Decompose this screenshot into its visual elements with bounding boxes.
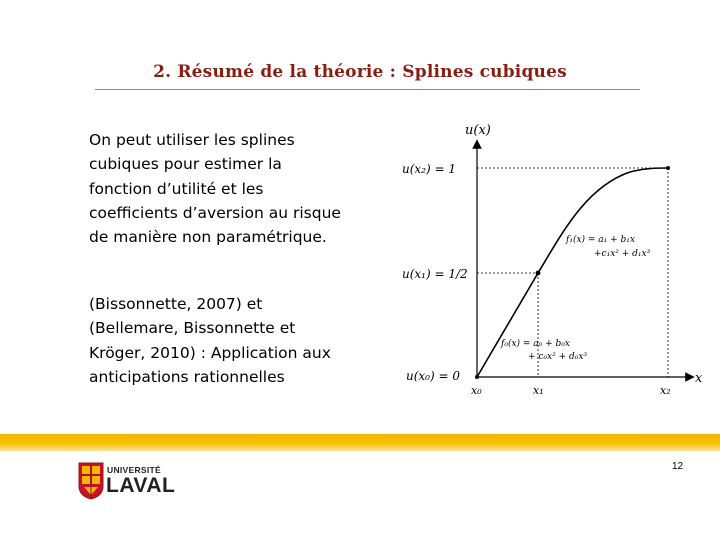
y-tick-bottom: u(x₀) = 0 <box>406 369 460 383</box>
y-axis-label: u(x) <box>465 123 491 138</box>
f0-formula-line2: + c₀x² + d₀x³ <box>528 352 588 362</box>
university-logo <box>78 462 188 502</box>
y-tick-top: u(x₂) = 1 <box>402 162 456 176</box>
slide-title: 2. Résumé de la théorie : Splines cubiques <box>153 62 567 82</box>
page-number: 12 <box>672 461 684 472</box>
knot-point-x0 <box>475 375 479 379</box>
y-tick-mid: u(x₁) = 1/2 <box>402 267 468 281</box>
paragraph-references: (Bissonnette, 2007) et (Bellemare, Bissonnette et Kröger, 2010) : Application aux anticipations rationnelles <box>89 295 331 386</box>
f0-formula-line1: f₀(x) = a₀ + b₀x <box>501 339 570 349</box>
f1-formula-line1: f₁(x) = a₁ + b₁x <box>566 235 635 245</box>
x-tick-1: x₁ <box>533 384 544 397</box>
knot-point-x2 <box>666 166 670 170</box>
f1-formula-line2: +c₁x² + d₁x³ <box>594 249 651 259</box>
title-rule <box>95 89 640 90</box>
shield-crest-icon <box>78 462 104 500</box>
knot-point-x1 <box>536 271 541 276</box>
utility-spline-figure <box>390 112 720 412</box>
logo-laval-label: LAVAL <box>106 474 176 497</box>
footer-band <box>0 434 720 451</box>
x-tick-2: x₂ <box>660 384 671 397</box>
logo-university-label: UNIVERSITÉ <box>107 465 162 475</box>
x-axis-label: x <box>695 371 703 386</box>
x-tick-0: x₀ <box>471 384 482 397</box>
paragraph-intro: On peut utiliser les splines cubiques pour estimer la fonction d’utilité et les coefficients d’aversion au risque de manière non paramétrique. <box>89 131 341 247</box>
